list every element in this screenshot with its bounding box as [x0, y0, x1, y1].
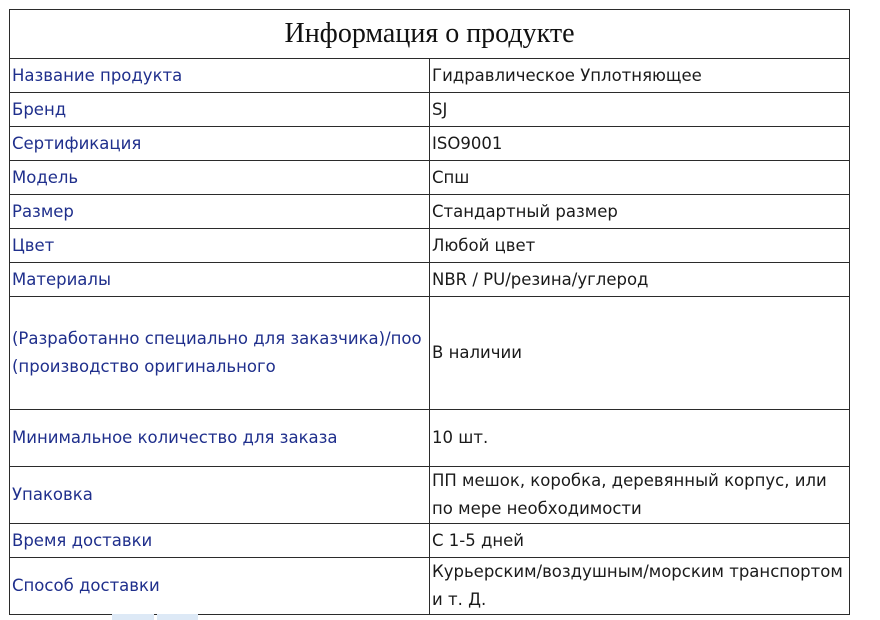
- row-value: ISO9001: [430, 127, 850, 161]
- row-value: NBR / PU/резина/углерод: [430, 263, 850, 297]
- row-label: Материалы: [10, 263, 430, 297]
- table-row: [10, 161, 850, 195]
- row-label: Сертификация: [10, 127, 430, 161]
- table-row: [10, 524, 850, 558]
- table-row: [10, 59, 850, 93]
- table-row: [10, 467, 850, 524]
- row-value: Гидравлическое Уплотняющее: [430, 59, 850, 93]
- row-value: Курьерским/воздушным/морским транспортом и т. Д.: [430, 558, 850, 615]
- partial-block: [157, 614, 199, 620]
- partial-block: [112, 614, 154, 620]
- row-label: Размер: [10, 195, 430, 229]
- row-label: Упаковка: [10, 467, 430, 524]
- row-label: Бренд: [10, 93, 430, 127]
- row-label: Модель: [10, 161, 430, 195]
- row-label: (Разработанно специально для заказчика)/поо (производство оригинального: [10, 297, 430, 410]
- row-label: Цвет: [10, 229, 430, 263]
- row-value: С 1-5 дней: [430, 524, 850, 558]
- table-row: [10, 410, 850, 467]
- table-row: [10, 93, 850, 127]
- row-value: Любой цвет: [430, 229, 850, 263]
- row-value: В наличии: [430, 297, 850, 410]
- table-row: [10, 297, 850, 410]
- table-row: [10, 263, 850, 297]
- table-row: [10, 558, 850, 615]
- table-title: Информация о продукте: [10, 10, 850, 59]
- row-label: Время доставки: [10, 524, 430, 558]
- row-label: Способ доставки: [10, 558, 430, 615]
- row-value: 10 шт.: [430, 410, 850, 467]
- row-label: Название продукта: [10, 59, 430, 93]
- row-value: Стандартный размер: [430, 195, 850, 229]
- table-row: [10, 195, 850, 229]
- row-label: Минимальное количество для заказа: [10, 410, 430, 467]
- bottom-partial-strip: [112, 614, 198, 620]
- row-value: Спш: [430, 161, 850, 195]
- table-row: [10, 127, 850, 161]
- table-row: [10, 229, 850, 263]
- title-row: [10, 10, 850, 59]
- product-info-table: [9, 9, 850, 615]
- row-value: ПП мешок, коробка, деревянный корпус, или по мере необходимости: [430, 467, 850, 524]
- row-value: SJ: [430, 93, 850, 127]
